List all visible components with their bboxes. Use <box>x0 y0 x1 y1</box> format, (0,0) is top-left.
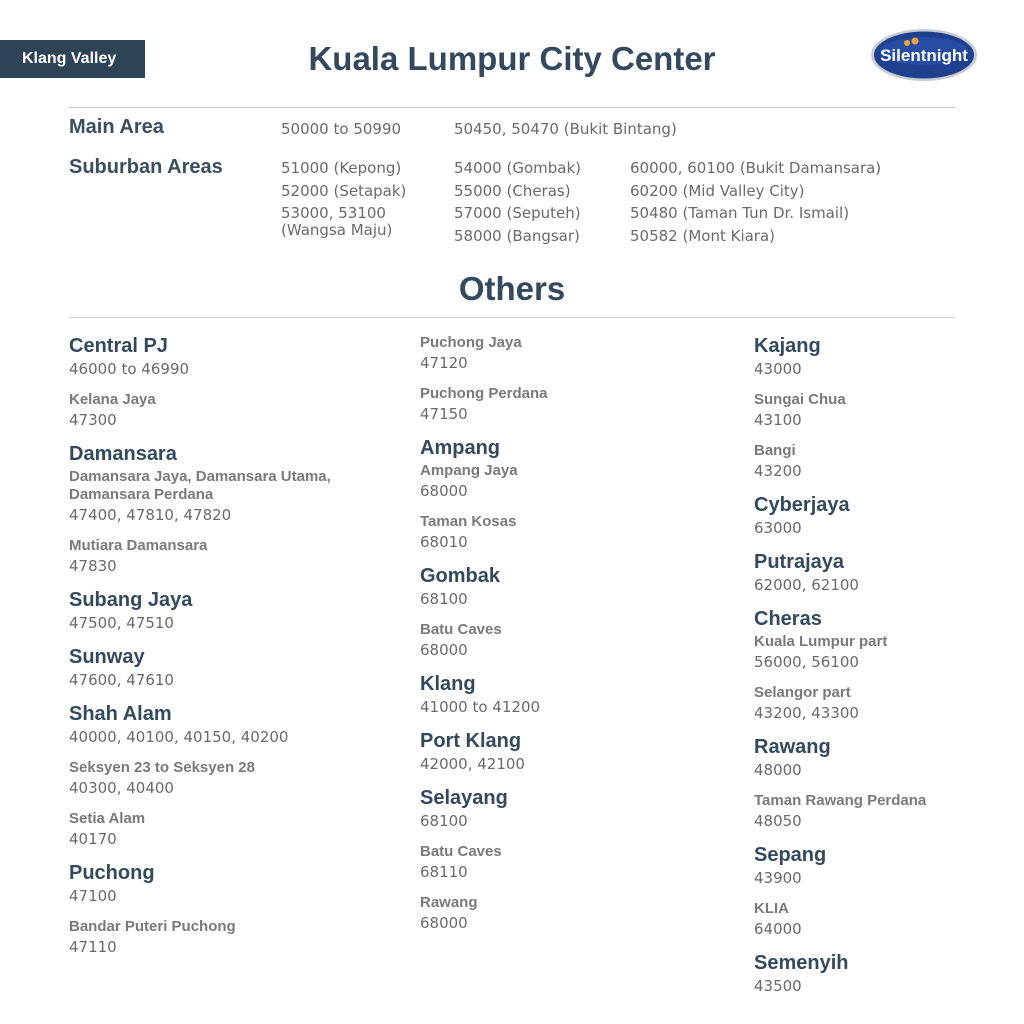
postcode-value: 68000 <box>420 914 468 932</box>
postcode-group <box>754 493 1024 539</box>
others-column-1 <box>69 334 369 969</box>
postcode-group <box>420 843 720 883</box>
area-heading: Subang Jaya <box>69 589 193 611</box>
postcode-value: 43500 <box>754 977 802 995</box>
main-area-code: 50000 to 50990 <box>281 120 402 138</box>
postcode-value: 56000, 56100 <box>754 653 859 671</box>
postcode-value: 47300 <box>69 411 117 429</box>
postcode-group <box>754 442 1024 482</box>
postcode-value: 68010 <box>420 533 468 551</box>
subarea-label: Mutiara Damansara <box>69 537 208 554</box>
postcode-value: 47100 <box>69 887 117 905</box>
region-tag: Klang Valley <box>0 40 145 78</box>
postcode-value: 64000 <box>754 920 802 938</box>
postcode-group <box>754 391 1024 431</box>
suburban-code: 57000 (Seputeh) <box>454 204 581 222</box>
postcode-group <box>420 564 720 610</box>
postcode-value: 62000, 62100 <box>754 576 859 594</box>
postcode-value: 63000 <box>754 519 802 537</box>
subarea-label: Batu Caves <box>420 843 502 860</box>
postcode-group <box>754 951 1024 997</box>
postcode-group <box>69 861 369 907</box>
postcode-value: 41000 to 41200 <box>420 698 541 716</box>
postcode-group <box>420 786 720 832</box>
postcode-group <box>420 894 720 934</box>
postcode-value: 43200 <box>754 462 802 480</box>
suburban-codes-col1 <box>281 157 406 239</box>
postcode-value: 43000 <box>754 360 802 378</box>
postcode-value: 47110 <box>69 938 117 956</box>
postcode-group <box>754 843 1024 889</box>
postcode-value: 46000 to 46990 <box>69 360 190 378</box>
area-heading: Ampang <box>420 437 500 459</box>
suburban-code: 58000 (Bangsar) <box>454 226 580 245</box>
suburban-code: 60200 (Mid Valley City) <box>630 181 805 200</box>
subarea-label: Kuala Lumpur part <box>754 633 888 650</box>
postcode-value: 48050 <box>754 812 802 830</box>
postcode-group <box>420 334 720 374</box>
postcode-group <box>754 735 1024 781</box>
postcode-value: 68100 <box>420 590 468 608</box>
postcode-value: 43200, 43300 <box>754 704 859 722</box>
postcode-group <box>754 334 1024 380</box>
area-heading: Sepang <box>754 844 827 866</box>
subarea-label: Taman Kosas <box>420 513 517 530</box>
area-heading: Semenyih <box>754 952 849 974</box>
postcode-group <box>754 684 1024 724</box>
postcode-group <box>754 607 1024 673</box>
area-heading: Kajang <box>754 335 821 357</box>
subarea-label: Setia Alam <box>69 810 146 827</box>
postcode-group <box>69 702 369 748</box>
postcode-value: 68110 <box>420 863 468 881</box>
main-area-label: Main Area <box>69 116 164 138</box>
suburban-code: (Wangsa Maju) <box>281 221 393 239</box>
subarea-label: Bangi <box>754 442 796 459</box>
postcode-group <box>420 672 720 718</box>
suburban-code: 50480 (Taman Tun Dr. Ismail) <box>630 204 850 222</box>
area-heading: Rawang <box>754 736 831 758</box>
postcode-value: 40170 <box>69 830 117 848</box>
area-heading: Puchong <box>69 862 155 884</box>
postcode-group <box>420 436 720 502</box>
subarea-label: Rawang <box>420 894 478 911</box>
suburban-code: 55000 (Cheras) <box>454 181 571 200</box>
subarea-label: Bandar Puteri Puchong <box>69 918 236 935</box>
subarea-label: Ampang Jaya <box>420 462 518 479</box>
header-divider <box>69 107 955 108</box>
postcode-group <box>69 334 369 380</box>
postcode-group <box>420 513 720 553</box>
page-title: Kuala Lumpur City Center <box>308 40 716 77</box>
postcode-value: 47150 <box>420 405 468 423</box>
suburban-code: 60000, 60100 (Bukit Damansara) <box>630 159 882 177</box>
subarea-label: Kelana Jaya <box>69 391 156 408</box>
subarea-label: Seksyen 23 to Seksyen 28 <box>69 759 255 776</box>
suburban-codes-col3 <box>630 157 881 247</box>
subarea-label: Batu Caves <box>420 621 502 638</box>
area-heading: Putrajaya <box>754 551 845 573</box>
main-area-code: 50450, 50470 (Bukit Bintang) <box>454 120 677 138</box>
subarea-label: Taman Rawang Perdana <box>754 792 927 809</box>
postcode-group <box>69 645 369 691</box>
suburban-code: 54000 (Gombak) <box>454 159 582 177</box>
area-heading: Klang <box>420 673 476 695</box>
others-divider <box>69 317 955 318</box>
postcode-value: 48000 <box>754 761 802 779</box>
suburban-codes-col2 <box>454 157 581 247</box>
brand-wordmark: Silentnight <box>880 46 968 65</box>
subarea-label: Selangor part <box>754 684 851 701</box>
subarea-label: Puchong Jaya <box>420 334 522 351</box>
postcode-value: 43900 <box>754 869 802 887</box>
suburban-areas-label: Suburban Areas <box>69 156 223 178</box>
suburban-code: 52000 (Setapak) <box>281 181 407 200</box>
postcode-group <box>754 792 1024 832</box>
subarea-label: Sungai Chua <box>754 391 846 408</box>
suburban-code: 50582 (Mont Kiara) <box>630 226 776 245</box>
postcode-group <box>420 385 720 425</box>
postcode-group <box>420 729 720 775</box>
subarea-label: Damansara Jaya, Damansara Utama, Damansara Perdana <box>69 468 331 503</box>
others-heading: Others <box>458 270 566 307</box>
others-column-2 <box>420 334 720 945</box>
postcode-group <box>69 759 369 799</box>
postcode-value: 40000, 40100, 40150, 40200 <box>69 728 289 746</box>
postcode-group <box>754 550 1024 596</box>
area-heading: Sunway <box>69 646 145 668</box>
area-heading: Damansara <box>69 443 177 465</box>
area-heading: Shah Alam <box>69 703 172 725</box>
postcode-group <box>69 810 369 850</box>
silentnight-logo <box>870 28 978 82</box>
area-heading: Port Klang <box>420 730 522 752</box>
postcode-group <box>69 588 369 634</box>
postcode-group <box>754 900 1024 940</box>
area-heading: Selayang <box>420 787 508 809</box>
postcode-group <box>420 621 720 661</box>
postcode-group <box>69 442 369 526</box>
area-heading: Cheras <box>754 608 822 630</box>
postcode-value: 47500, 47510 <box>69 614 174 632</box>
postcode-value: 68000 <box>420 641 468 659</box>
postcode-group <box>69 391 369 431</box>
postcode-value: 47830 <box>69 557 117 575</box>
area-heading: Cyberjaya <box>754 494 850 516</box>
area-heading: Central PJ <box>69 335 168 357</box>
postcode-value: 47400, 47810, 47820 <box>69 506 232 524</box>
postcode-group <box>69 537 369 577</box>
postcode-value: 43100 <box>754 411 802 429</box>
postcode-value: 68000 <box>420 482 468 500</box>
postcode-value: 47600, 47610 <box>69 671 174 689</box>
subarea-label: Puchong Perdana <box>420 385 548 402</box>
suburban-code: 51000 (Kepong) <box>281 159 402 177</box>
postcode-value: 42000, 42100 <box>420 755 525 773</box>
others-column-3 <box>754 334 1024 1008</box>
postcode-value: 47120 <box>420 354 468 372</box>
suburban-code: 53000, 53100 <box>281 204 386 222</box>
postcode-group <box>69 918 369 958</box>
area-heading: Gombak <box>420 565 501 587</box>
postcode-value: 68100 <box>420 812 468 830</box>
subarea-label: KLIA <box>754 900 789 917</box>
postcode-value: 40300, 40400 <box>69 779 174 797</box>
